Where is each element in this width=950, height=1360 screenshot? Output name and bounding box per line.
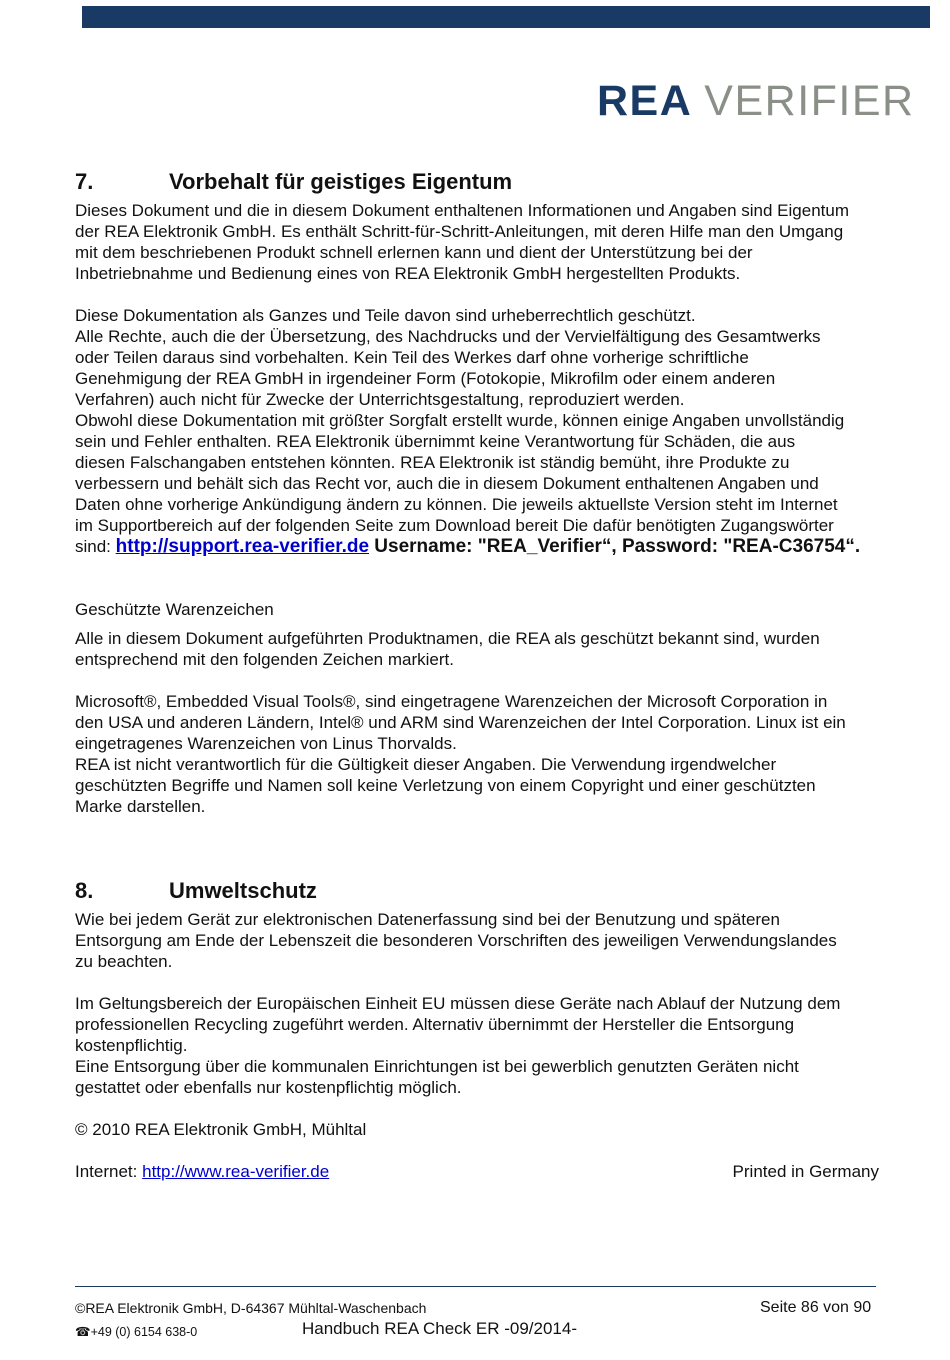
section-title: Vorbehalt für geistiges Eigentum	[169, 169, 513, 194]
internet-line: Internet: http://www.rea-verifier.de	[75, 1162, 330, 1181]
footer-company: ©REA Elektronik GmbH, D-64367 Mühltal-Waschenbach	[75, 1300, 427, 1316]
logo-rea-text: REA	[597, 77, 693, 125]
footer-divider	[75, 1286, 876, 1287]
header-bar	[82, 6, 930, 28]
section-8-heading	[75, 877, 915, 905]
footer-phone: ☎+49 (0) 6154 638-0	[75, 1325, 198, 1339]
footer-page-number: Seite 86 von 90	[760, 1299, 872, 1316]
paragraph-ownership: Dieses Dokument und die in diesem Dokument enthaltenen Informationen und Angaben sind Eigentum der REA Elektronik GmbH. Es enthält Schritt-für-Schritt-Anleitungen, mit deren Hilfe man den Umgang mit dem beschriebenen Produkt schnell erlernen kann und dient der Unterstützung bei der Inbetriebnahme und Bedienung eines von REA Elektronik GmbH hergestellten Produkts.	[75, 201, 849, 283]
page-content	[75, 168, 915, 1182]
rea-verifier-logo	[597, 76, 915, 126]
credentials-text: Username: "REA_Verifier“, Password: "REA-C36754“.	[369, 536, 861, 557]
section-number: 7.	[75, 169, 94, 194]
paragraph-disposal: Im Geltungsbereich der Europäischen Einheit EU müssen diese Geräte nach Ablauf der Nutzung dem professionellen Recycling zugeführt werden. Alternativ übernimmt der Hersteller die Entsorgung kostenpflichtig. Eine Entsorgung über die kommunalen Einrichtungen ist bei gewerblich genutzten Geräten nicht gestattet oder ebenfalls nur kostenpflichtig möglich.	[75, 994, 841, 1097]
support-link[interactable]: http://support.rea-verifier.de	[115, 536, 370, 557]
website-link[interactable]: http://www.rea-verifier.de	[142, 1162, 330, 1181]
paragraph-environment: Wie bei jedem Gerät zur elektronischen Datenerfassung sind bei der Benutzung und späteren Entsorgung am Ende der Lebenszeit die besonderen Vorschriften des jeweiligen Verwendungslandes zu beachten.	[75, 910, 837, 971]
section-7-heading	[75, 168, 915, 196]
trademarks-heading: Geschützte Warenzeichen	[75, 600, 274, 619]
paragraph-trademarks-list: Microsoft®, Embedded Visual Tools®, sind eingetragene Warenzeichen der Microsoft Corporation in den USA und anderen Ländern, Intel® und ARM sind Warenzeichen der Intel Corporation. Linux ist ein eingetragenes Warenzeichen von Linus Thorvalds. REA ist nicht verantwortlich für die Gültigkeit dieser Angaben. Die Verwendung irgendwelcher geschützten Begriffe und Namen soll keine Verletzung von einem Copyright und einer geschützten Marke darstellen.	[75, 692, 846, 816]
printed-in-germany: Printed in Germany	[732, 1162, 879, 1181]
paragraph-copyright: Diese Dokumentation als Ganzes und Teile davon sind urheberrechtlich geschützt. Alle Rechte, auch die der Übersetzung, des Nachdrucks und der Vervielfältigung des Gesamtwerks oder Teilen daraus sind vorbehalten. Kein Teil des Werkes darf ohne vorherige schriftliche Genehmigung der REA GmbH in irgendeiner Form (Fotokopie, Mikrofilm oder einem anderen Verfahren) auch nicht für Zwecke der Unterrichtsgestaltung, reproduziert werden. Obwohl diese Dokumentation mit größter Sorgfalt erstellt wurde, können einige Angaben unvollständig sein und Fehler enthalten. REA Elektronik übernimmt keine Verantwortung für Schäden, die aus diesen Falschangaben entstehen könnten. REA Elektronik ist ständig bemüht, ihre Produkte zu verbessern und behält sich das Recht vor, auch die in diesem Dokument enthaltenen Angaben und Daten ohne vorherige Ankündigung ändern zu können. Die jeweils aktuellste Version steht im Internet im Supportbereich auf der folgenden Seite zum Download bereit Die dafür benötigten Zugangswörter sind: http://support.rea-verifier.de Username: "REA_Verifier“, Password: "REA-C36754“.	[75, 306, 861, 557]
sind-prefix: sind:	[75, 537, 116, 556]
internet-row	[75, 1161, 879, 1182]
logo-verifier-text: VERIFIER	[704, 77, 915, 125]
section-number: 8.	[75, 878, 94, 903]
footer-manual-title: Handbuch REA Check ER -09/2014-	[302, 1319, 577, 1338]
section-title: Umweltschutz	[169, 878, 317, 903]
copyright-notice: © 2010 REA Elektronik GmbH, Mühltal	[75, 1120, 367, 1139]
paragraph-trademarks-intro: Alle in diesem Dokument aufgeführten Produktnamen, die REA als geschützt bekannt sind, wurden entsprechend mit den folgenden Zeichen markiert.	[75, 629, 820, 669]
